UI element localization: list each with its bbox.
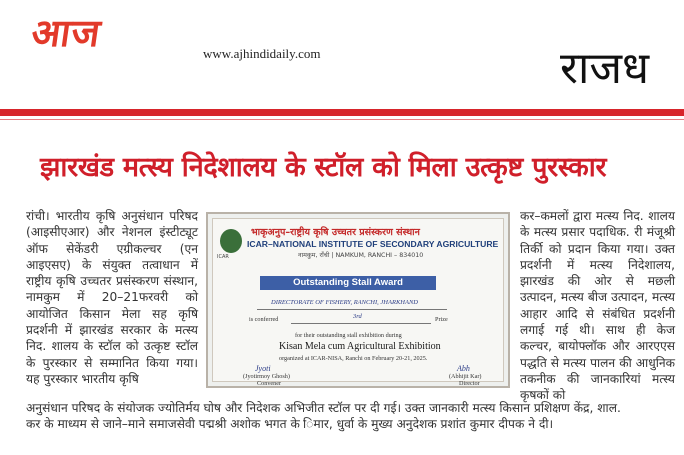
bottom-line-2: कर के माध्यम से जाने–माने समाजसेवी पद्मश्री अशोक भगत के िमार, धुर्वा के मुख्य अनुदेशक प्रशांत कुमार दीपक ने दी। xyxy=(26,417,554,432)
award-banner: Outstanding Stall Award xyxy=(260,276,436,290)
header-rule-thin xyxy=(0,119,684,120)
for-line-text: for their outstanding stall exhibition during xyxy=(295,332,402,339)
left-signatory-role: Convener xyxy=(257,380,282,387)
right-signature: Abh xyxy=(457,364,470,373)
website-url: www.ajhindidaily.com xyxy=(203,46,321,61)
header-rule xyxy=(0,109,684,116)
certificate-english-title: ICAR–NATIONAL INSTITUTE OF SECONDARY AGRICULTURE xyxy=(247,239,499,249)
event-name: Kisan Mela cum Agricultural Exhibition xyxy=(279,341,441,352)
prize-line xyxy=(291,323,431,324)
recipient-line xyxy=(257,309,447,310)
article-bottom-text xyxy=(26,400,678,433)
bottom-line-1: अनुसंधान परिषद के संयोजक ज्योतिर्मय घोष और निदेशक अभिजीत स्टॉल पर दी गई। उक्त जानकारी मत्स्य किसान प्रशिक्षण केंद्र, शाल. xyxy=(26,401,621,415)
prize-word: Prize xyxy=(435,316,448,323)
prize-rank: 3rd xyxy=(353,313,362,320)
newspaper-logo: आज xyxy=(28,11,104,55)
certificate-hindi-title: भाकृअनुप–राष्ट्रीय कृषि उच्चतर प्रसंस्करण संस्थान xyxy=(251,227,420,238)
icar-emblem-caption: ICAR xyxy=(217,254,229,260)
article-left-column: रांची। भारतीय कृषि अनुसंधान परिषद (आइसीएआर) और नेशनल इंस्टीट्यूट ऑफ सेकेंडरी एग्रीकल्चर (एन आइएसए) के संयुक्त तत्वाधान में राष्ट्रीय कृषि उच्चतर प्रसंस्करण संस्थान, नामकुम में 20–21फरवरी को आयोजित किसान मेला सह कृषि प्रदर्शनी में झारखंड सरकार के मत्स्य निद. शालय के स्टॉल को उत्कृष्ट स्टॉल के पुरस्कार से सम्मानित किया गया। यह पुरस्कार भारतीय कृषि xyxy=(26,209,198,386)
recipient-name: DIRECTORATE OF FISHERY, RANCHI, JHARKHAND xyxy=(271,299,418,306)
left-signature: Jyoti xyxy=(255,364,271,373)
is-conferred-text: is conferred xyxy=(249,316,279,323)
certificate-address: नामकुम, राँची | NAMKUM, RANCHI – 834010 xyxy=(298,252,424,259)
article-right-column: कर–कमलों द्वारा मत्स्य निद. शालय के मत्स्य प्रसार पदाधिक. री मंजूश्री तिर्की को प्रदान किया गया। उक्त प्रदर्शनी में मत्स्य निदेशालय, झारखंड की ओर से मछली उत्पादन, मत्स्य बीज उत्पादन, मत्स्य आहार आदि से संबंधित प्रदर्शनी लगाई गई थी। साथ ही केज कल्चर, बायोफ्लॉक और आरएएस पद्धति से मत्स्य पालन की आधुनिक तकनीक की जानकारियां मत्स्य कृषकों को xyxy=(520,209,675,403)
section-label: राजध xyxy=(560,43,650,94)
organized-text: organized at ICAR-NISA, Ranchi on February 20-21, 2025. xyxy=(279,355,428,362)
right-signatory-name: (Abhijit Kar) xyxy=(449,373,482,380)
article-headline: झारखंड मत्स्य निदेशालय के स्टॉल को मिला उत्कृष्ट पुरस्कार xyxy=(40,152,607,183)
icar-emblem-icon xyxy=(220,229,242,253)
award-certificate-photo xyxy=(206,212,510,388)
left-signatory-name: (Jyotirmoy Ghosh) xyxy=(243,373,290,380)
right-signatory-role: Director xyxy=(459,380,480,387)
certificate-frame xyxy=(212,218,504,387)
